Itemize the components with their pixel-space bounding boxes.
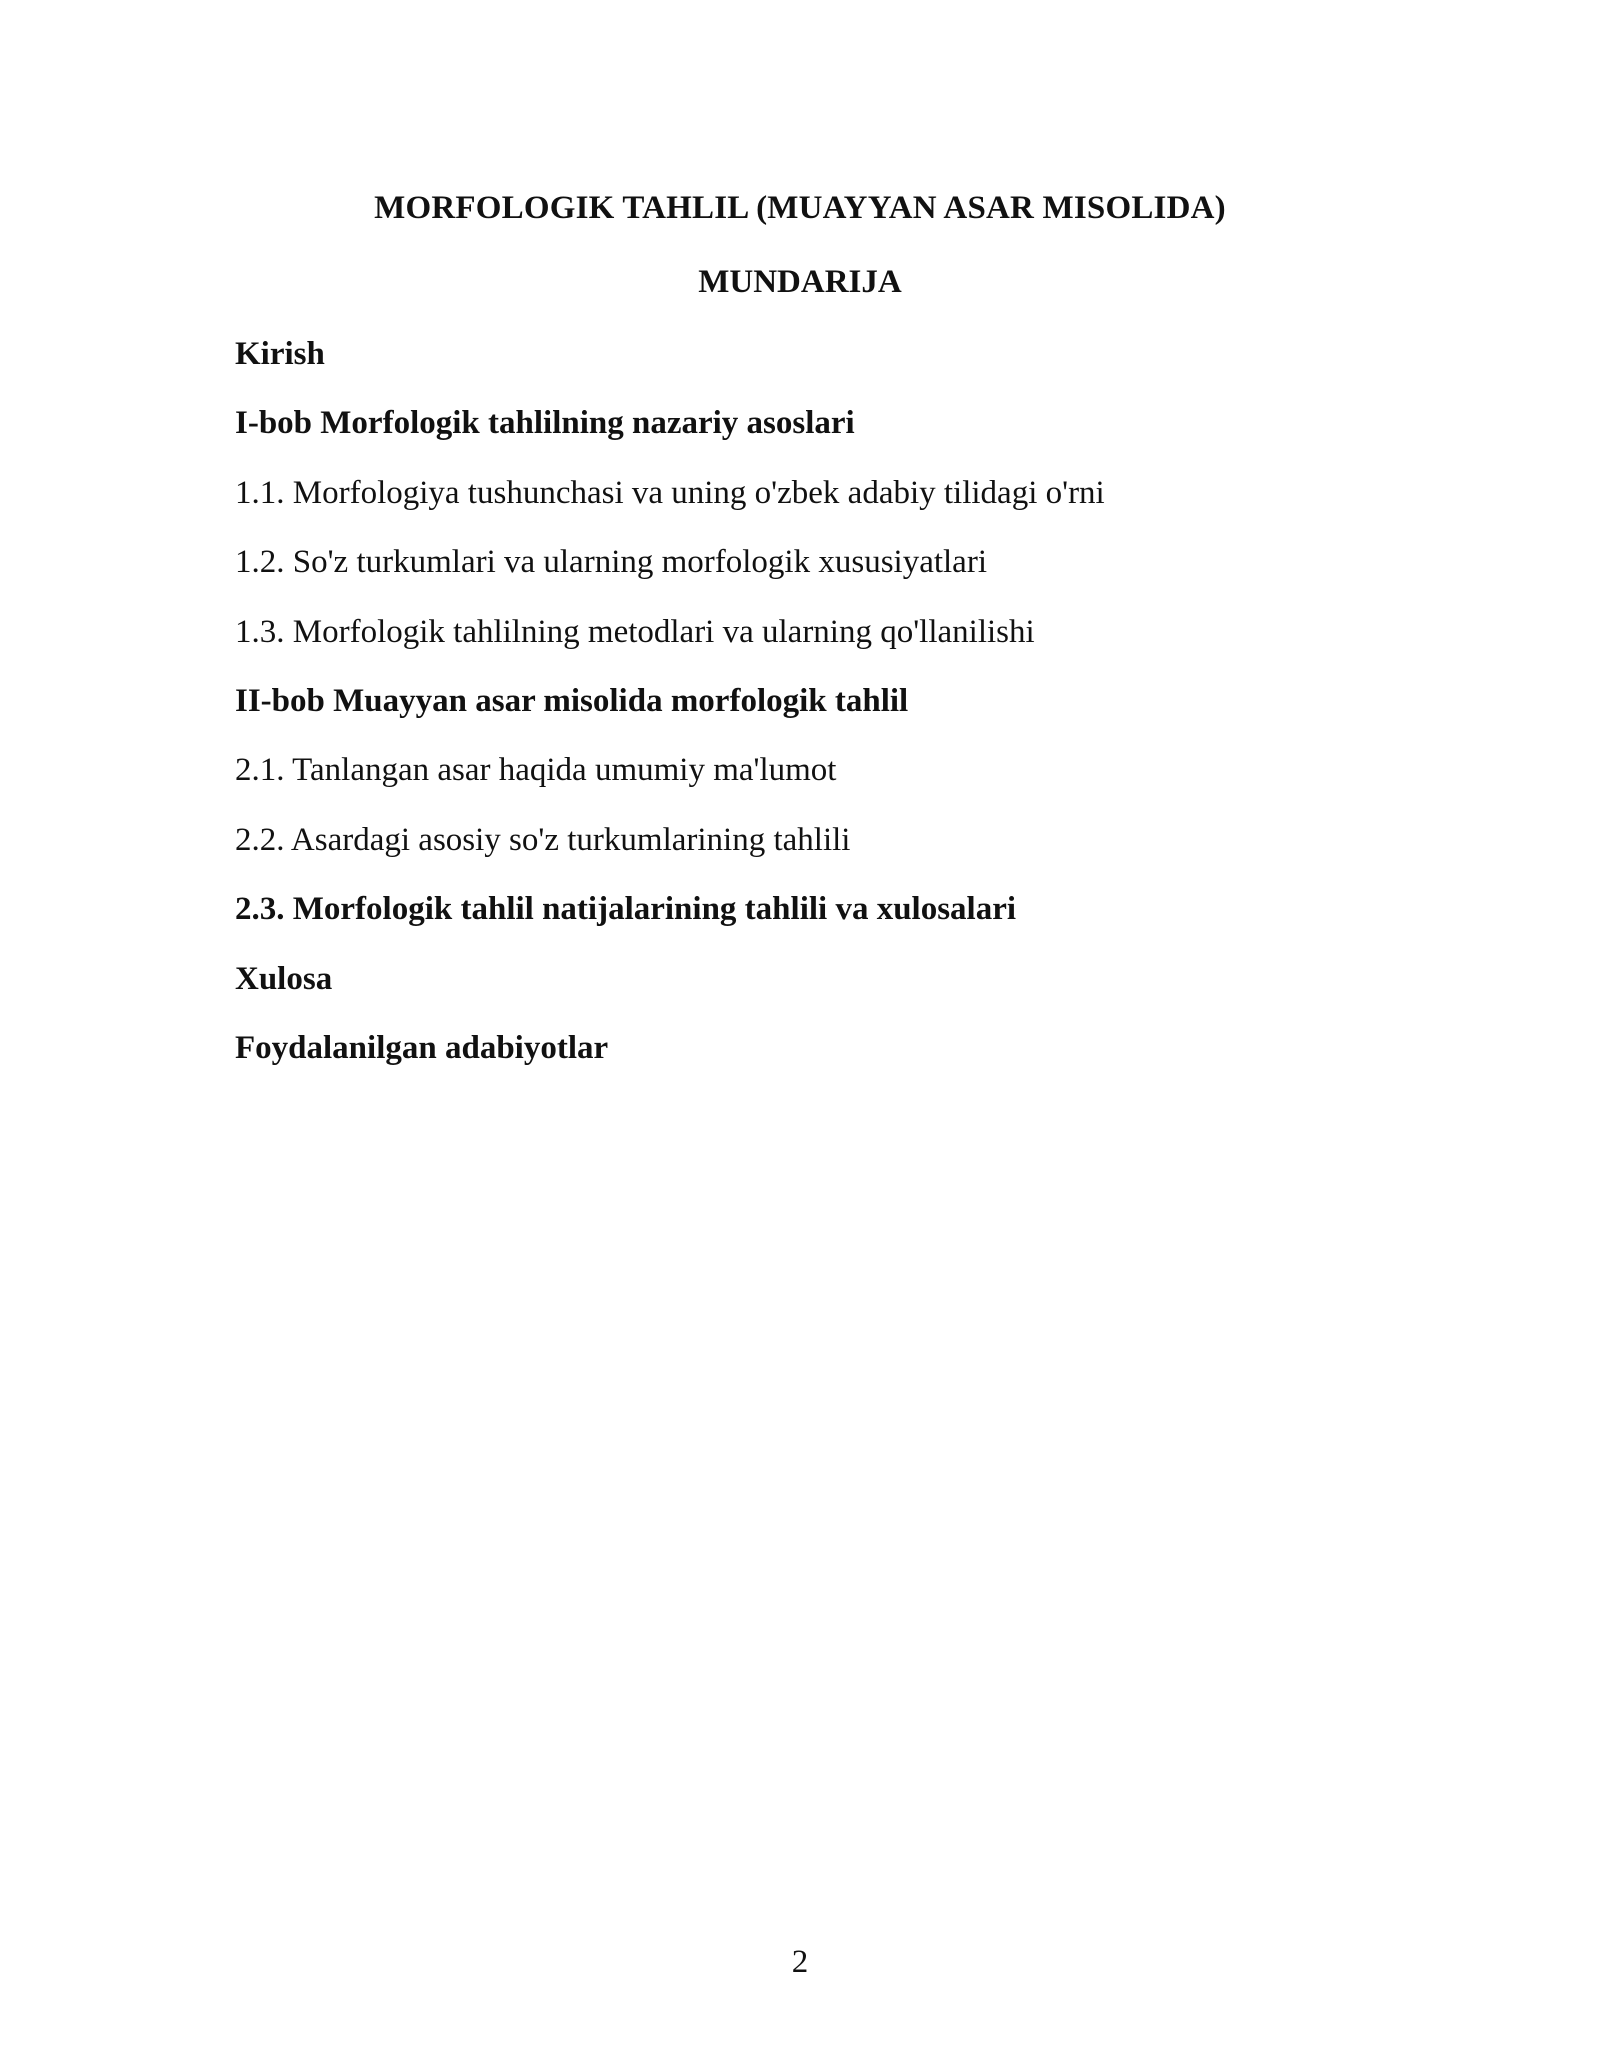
toc-item-kirish: Kirish xyxy=(235,336,325,372)
toc-item-adabiyotlar: Foydalanilgan adabiyotlar xyxy=(235,1029,609,1066)
toc-item-1-1: 1.1. Morfologiya tushunchasi va uning o'zbek adabiy tilidagi o'rni xyxy=(235,474,1105,511)
toc-item-chapter-2: II-bob Muayyan asar misolida morfologik tahlil xyxy=(235,682,909,719)
toc-item-2-1: 2.1. Tanlangan asar haqida umumiy ma'lumot xyxy=(235,752,837,789)
toc-item-1-3: 1.3. Morfologik tahlilning metodlari va ularning qo'llanilishi xyxy=(235,613,1035,650)
toc-item-chapter-1: I-bob Morfologik tahlilning nazariy asoslari xyxy=(235,405,855,442)
toc-item-2-2: 2.2. Asardagi asosiy so'z turkumlarining tahlili xyxy=(235,821,851,858)
toc-heading: MUNDARIJA xyxy=(698,264,902,300)
table-of-contents xyxy=(235,334,1435,1097)
toc-item-xulosa: Xulosa xyxy=(235,960,333,997)
toc-item-1-2: 1.2. So'z turkumlari va ularning morfologik xususiyatlari xyxy=(235,544,987,581)
toc-item-2-3: 2.3. Morfologik tahlil natijalarining tahlili va xulosalari xyxy=(235,891,1017,928)
page-number: 2 xyxy=(791,1944,809,1980)
document-title: MORFOLOGIK TAHLIL (MUAYYAN ASAR MISOLIDA) xyxy=(374,190,1226,226)
